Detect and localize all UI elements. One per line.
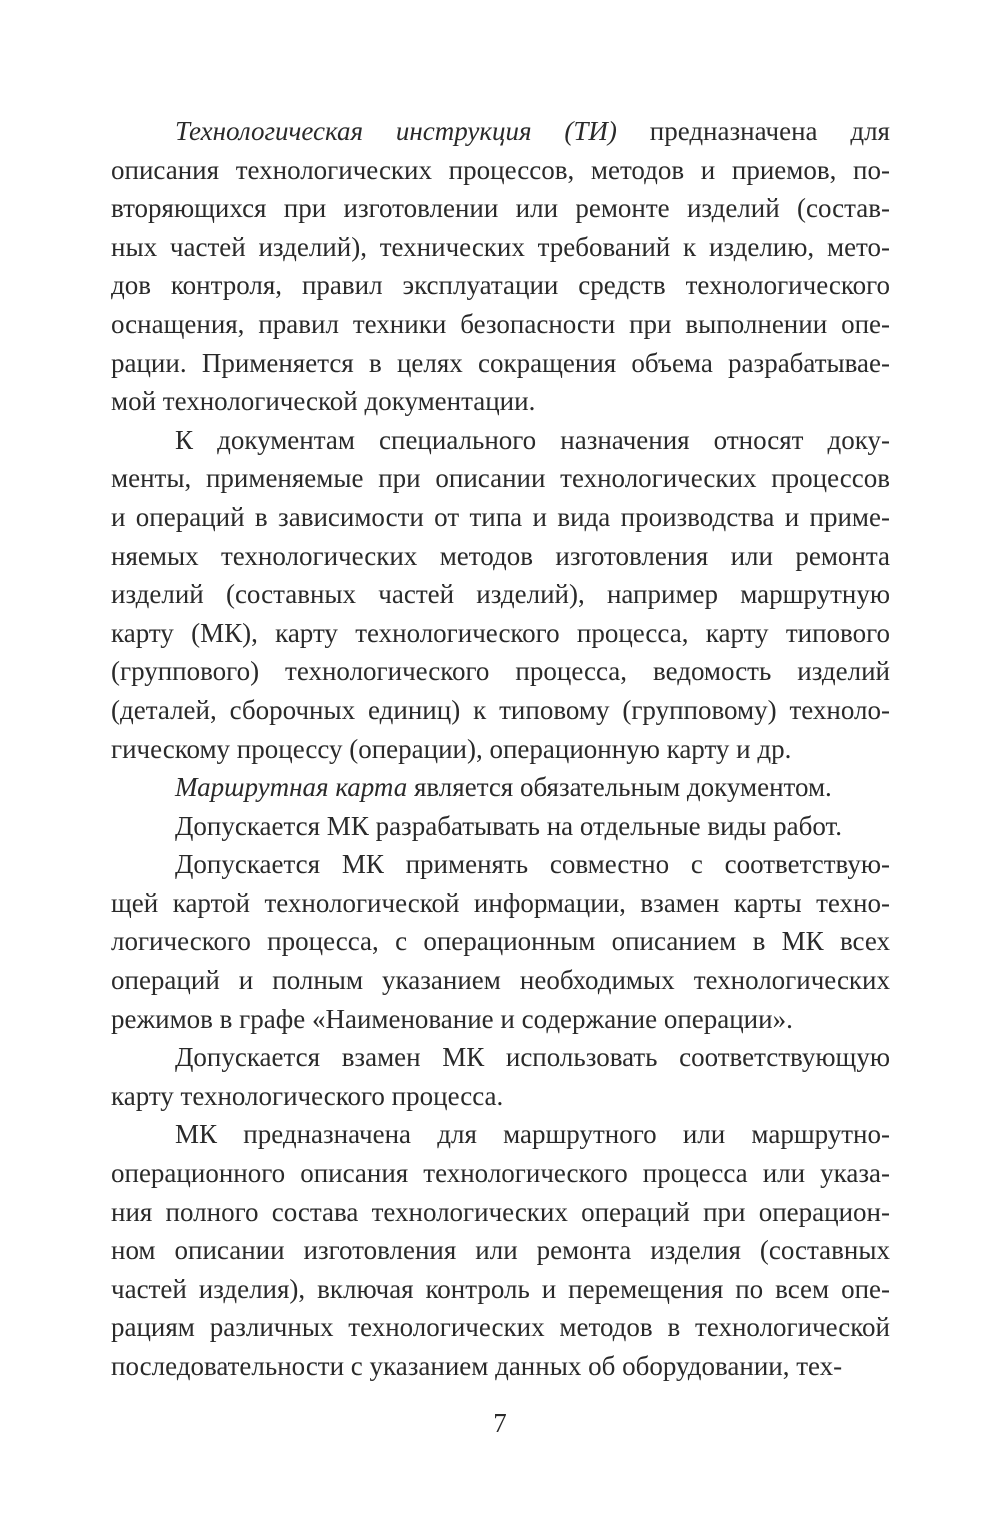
- text-run: ных частей изделий), технических требований к изделию, мето-: [111, 231, 890, 262]
- paragraph: [111, 421, 890, 768]
- text-run: Допускается взамен МК использовать соответствующую: [175, 1042, 890, 1073]
- text-line: [111, 884, 890, 923]
- text-run: операций и полным указанием необходимых технологических: [111, 965, 890, 996]
- text-line: [111, 498, 890, 537]
- text-run: является обязательным документом.: [407, 772, 832, 803]
- text-line: [111, 961, 890, 1000]
- text-run: операционного описания технологического процесса или указа-: [111, 1158, 890, 1189]
- body-text: [111, 112, 890, 1386]
- text-run: К документам специального назначения относят доку-: [175, 424, 890, 455]
- text-run: логического процесса, с операционным описанием в МК всех: [111, 926, 890, 957]
- text-line: [111, 768, 890, 807]
- italic-term: Маршрутная карта: [175, 772, 408, 803]
- text-run: последовательности с указанием данных об оборудовании, тех-: [111, 1351, 843, 1381]
- text-run: изделий (составных частей изделий), например маршрутную: [111, 579, 890, 610]
- text-line: [111, 382, 890, 421]
- text-run: частей изделия), включая контроль и перемещения по всем опе-: [111, 1273, 890, 1304]
- text-line: [111, 922, 890, 961]
- text-line: [111, 1154, 890, 1193]
- text-line: [111, 1038, 890, 1077]
- text-run: менты, применяемые при описании технологических процессов: [111, 463, 890, 494]
- text-run: гическому процессу (операции), операционную карту и др.: [111, 733, 792, 764]
- text-run: карту (МК), карту технологического процесса, карту типового: [111, 617, 890, 648]
- text-line: [111, 1231, 890, 1270]
- paragraph: [111, 807, 890, 846]
- text-run: предназначена для: [616, 116, 890, 146]
- text-line: [111, 1077, 890, 1116]
- text-line: [111, 189, 890, 228]
- italic-term: Технологическая инструкция (ТИ): [175, 116, 617, 146]
- text-run: Допускается МК разрабатывать на отдельные виды работ.: [175, 810, 843, 841]
- page-number: 7: [493, 1408, 507, 1438]
- text-run: и операций в зависимости от типа и вида производства и приме-: [111, 501, 890, 532]
- text-line: [111, 305, 890, 344]
- text-run: (деталей, сборочных единиц) к типовому (групповому) техноло-: [111, 694, 890, 725]
- text-run: няемых технологических методов изготовления или ремонта: [111, 540, 890, 571]
- text-line: [111, 1270, 890, 1309]
- text-line: [111, 421, 890, 460]
- text-line: [111, 1347, 890, 1386]
- text-run: дов контроля, правил эксплуатации средств технологического: [111, 270, 890, 301]
- text-run: мой технологической документации.: [111, 386, 536, 417]
- text-run: карту технологического процесса.: [111, 1080, 504, 1111]
- text-line: [111, 537, 890, 576]
- text-line: [111, 1308, 890, 1347]
- text-line: [111, 575, 890, 614]
- paragraph: [111, 112, 890, 421]
- text-line: [111, 228, 890, 267]
- text-line: [111, 807, 890, 846]
- paragraph: [111, 1115, 890, 1385]
- text-run: ном описании изготовления или ремонта изделия (составных: [111, 1235, 890, 1266]
- text-run: ния полного состава технологических операций при операцион-: [111, 1196, 890, 1227]
- text-line: [111, 266, 890, 305]
- text-line: [111, 1000, 890, 1039]
- paragraph: [111, 1038, 890, 1115]
- text-line: [111, 845, 890, 884]
- text-line: [111, 614, 890, 653]
- text-line: [111, 151, 890, 190]
- text-run: режимов в графе «Наименование и содержание операции».: [111, 1003, 793, 1034]
- paragraph: [111, 768, 890, 807]
- text-line: [111, 459, 890, 498]
- text-run: описания технологических процессов, методов и приемов, по-: [111, 154, 890, 185]
- text-line: [111, 1115, 890, 1154]
- text-run: Допускается МК применять совместно с соответствую-: [175, 849, 890, 880]
- text-run: МК предназначена для маршрутного или маршрутно-: [175, 1119, 890, 1150]
- text-run: щей картой технологической информации, взамен карты техно-: [111, 887, 890, 918]
- text-line: [111, 112, 890, 151]
- text-line: [111, 344, 890, 383]
- text-line: [111, 652, 890, 691]
- text-run: оснащения, правил техники безопасности при выполнении опе-: [111, 308, 890, 339]
- text-run: вторяющихся при изготовлении или ремонте изделий (состав-: [111, 193, 890, 224]
- text-run: (группового) технологического процесса, ведомость изделий: [111, 656, 890, 687]
- text-line: [111, 691, 890, 730]
- text-run: рациям различных технологических методов в технологической: [111, 1312, 890, 1343]
- text-run: рации. Применяется в целях сокращения объема разрабатывае-: [111, 347, 890, 378]
- text-line: [111, 1193, 890, 1232]
- paragraph: [111, 845, 890, 1038]
- text-line: [111, 730, 890, 769]
